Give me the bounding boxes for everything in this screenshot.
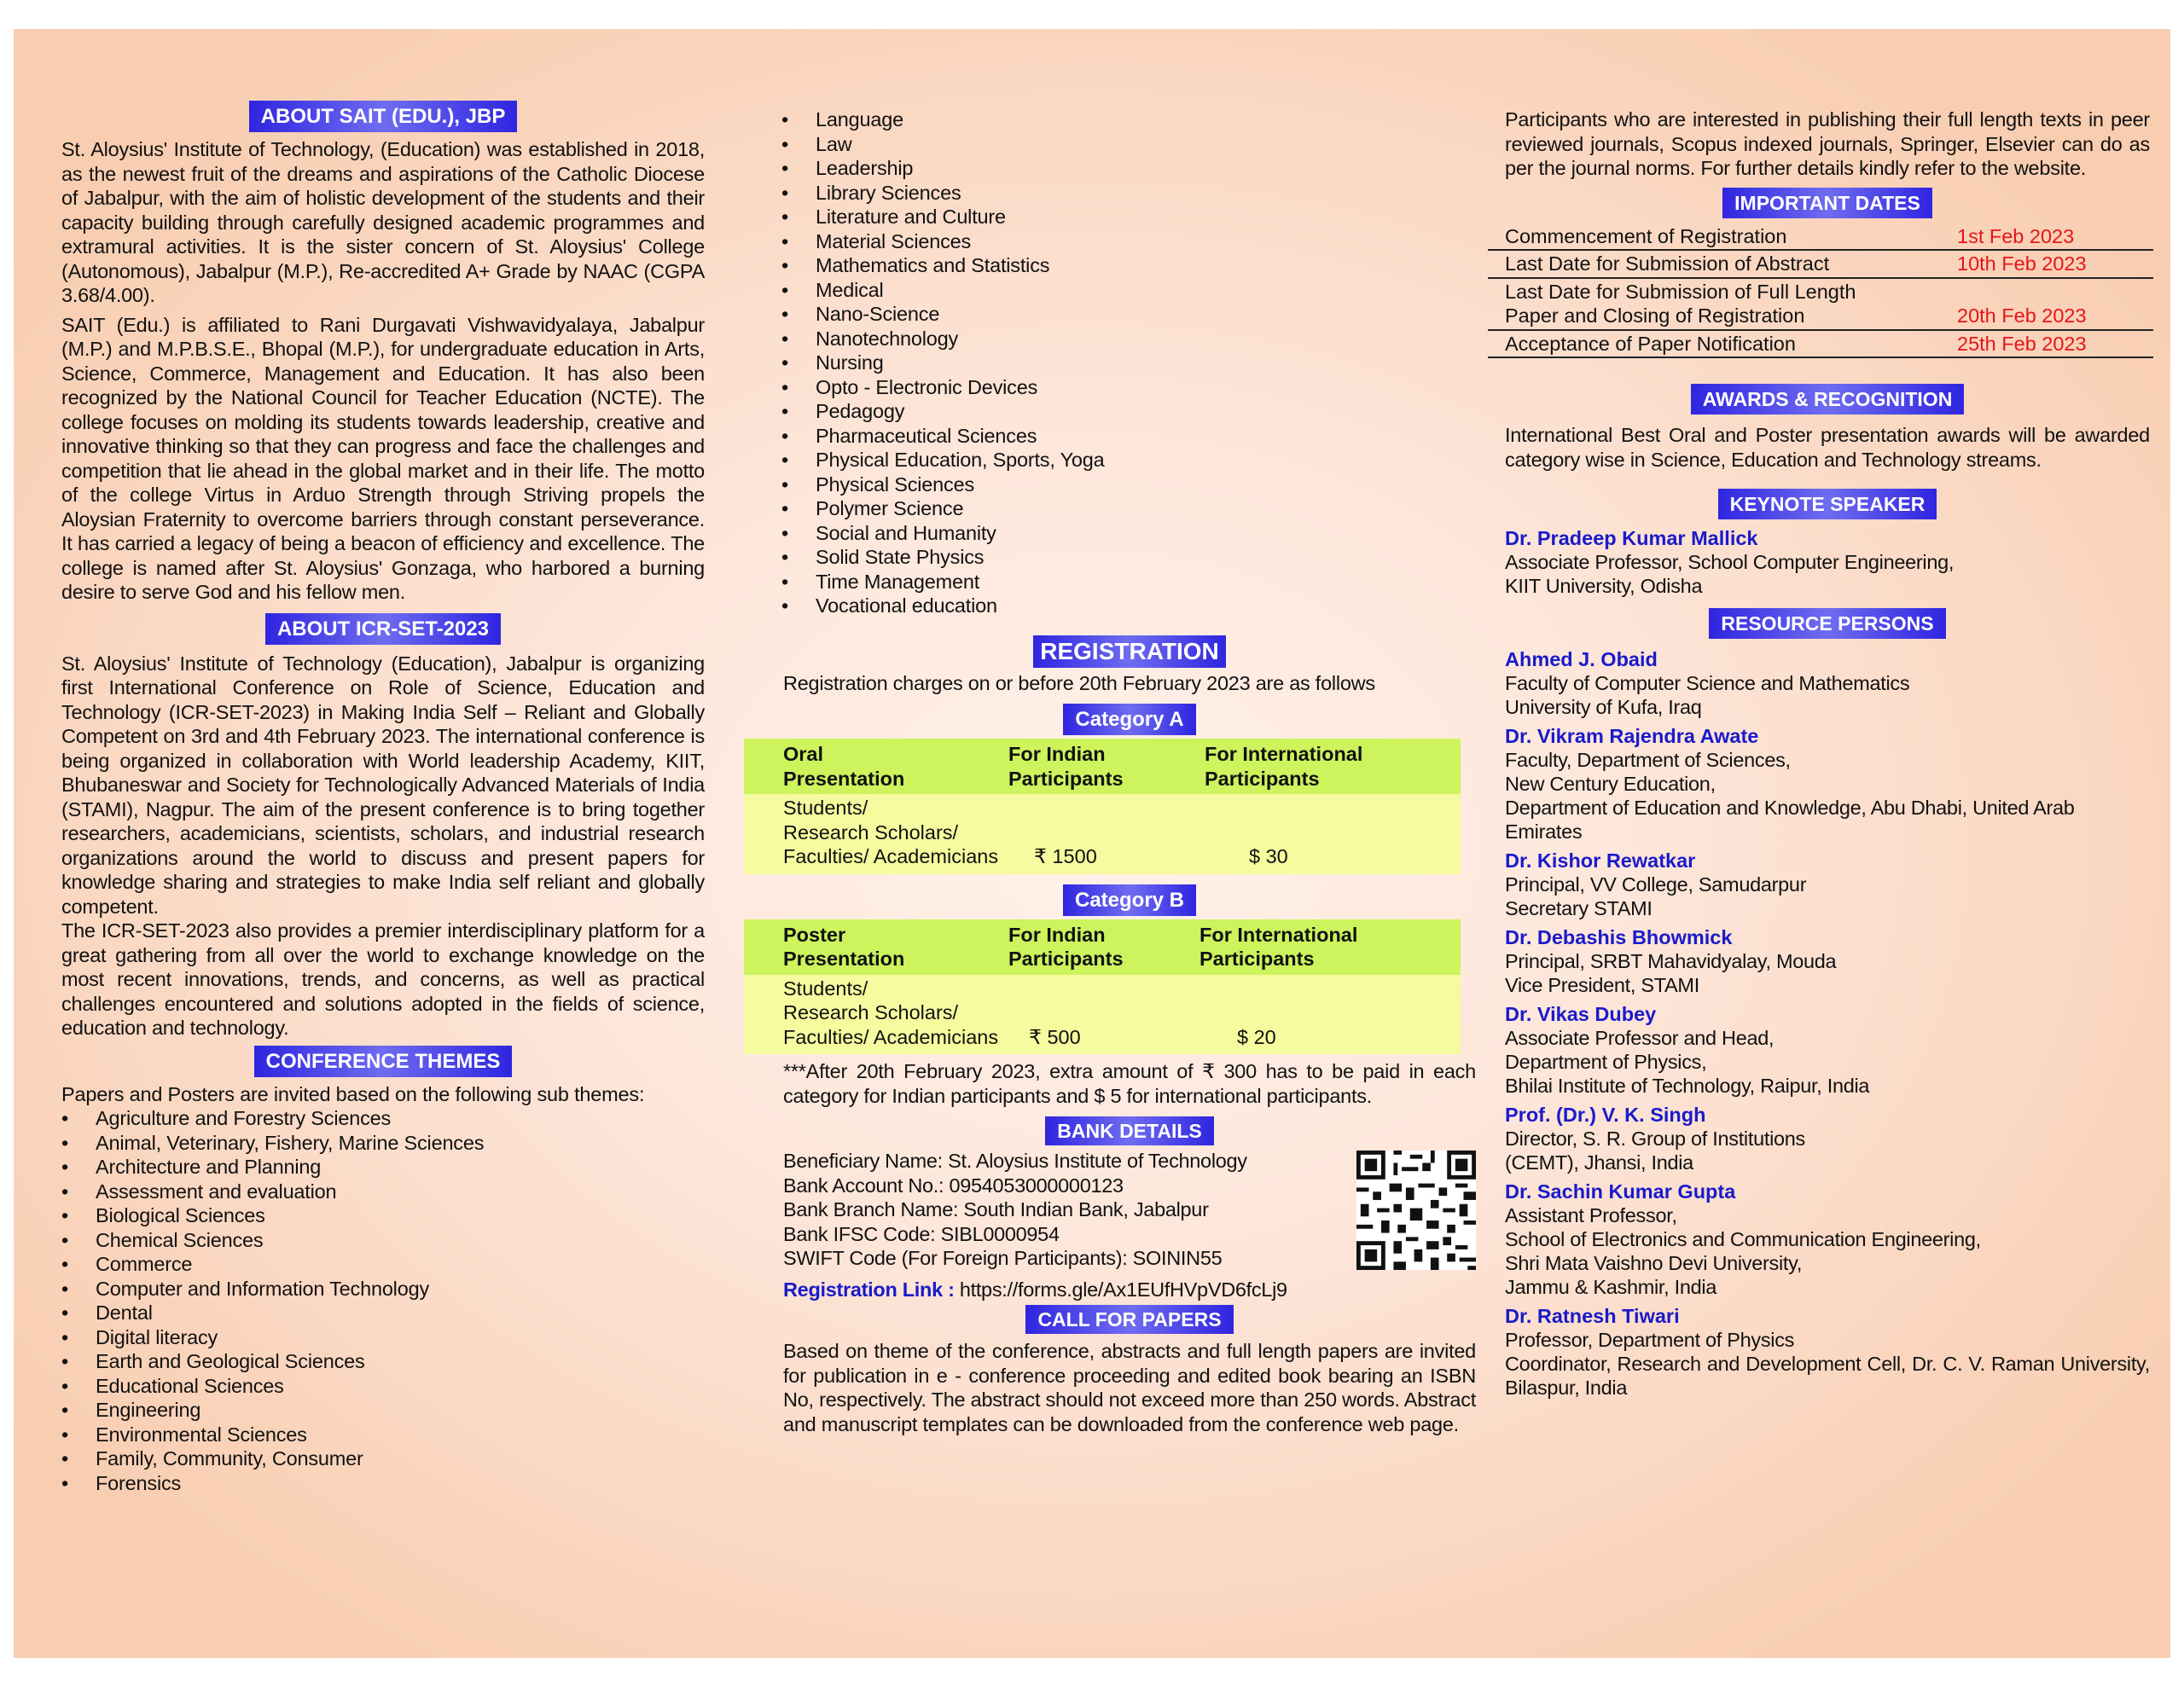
keynote-speaker-name: Dr. Pradeep Kumar Mallick (1505, 527, 1758, 549)
list-item: • Physical Sciences (781, 472, 1476, 497)
cat-a-col2-head-1: For Indian (1008, 743, 1106, 765)
table-row (1488, 330, 2153, 358)
list-item: • Animal, Veterinary, Fishery, Marine Sciences (61, 1131, 705, 1156)
bank-details-heading: BANK DETAILS (1045, 1116, 1214, 1145)
list-item: • Solid State Physics (781, 545, 1476, 570)
date-event: Last Date for Submission of Abstract (1505, 252, 1830, 275)
resource-person-name: Dr. Vikas Dubey (1505, 1003, 1657, 1025)
list-item: • Computer and Information Technology (61, 1277, 705, 1301)
cat-b-indian-fee: ₹ 500 (1008, 975, 1199, 1055)
keynote-speaker-line: Associate Professor, School Computer Engineering, (1505, 551, 1955, 573)
cat-a-col1-head-2: Presentation (783, 767, 905, 790)
resource-person (1505, 1002, 2150, 1098)
important-dates-table (1488, 223, 2153, 359)
resource-person-name: Dr. Kishor Rewatkar (1505, 849, 1696, 872)
resource-person-line: Vice President, STAMI (1505, 974, 1699, 996)
bank-account: Bank Account No.: 0954053000000123 (783, 1174, 1124, 1197)
category-b-heading: Category B (1063, 884, 1196, 916)
date-value: 10th Feb 2023 (1957, 252, 2087, 275)
list-item: • Architecture and Planning (61, 1155, 705, 1180)
list-item: • Nanotechnology (781, 327, 1476, 351)
list-item: • Family, Community, Consumer (61, 1446, 705, 1471)
list-item: • Chemical Sciences (61, 1228, 705, 1253)
column-middle (783, 107, 1476, 1436)
bank-beneficiary: Beneficiary Name: St. Aloysius Institute of Technology (783, 1150, 1247, 1172)
resource-person-name: Prof. (Dr.) V. K. Singh (1505, 1104, 1706, 1126)
cat-a-col2-head-2: Participants (1008, 767, 1124, 790)
about-icr-paragraph-2: The ICR-SET-2023 also provides a premier interdisciplinary platform for a great gathering from all over the world to exchange knowledge on the most recent innovations, trends, and concerns, as well as practical challenges encountered and solutions adopted in the fields of science, education and technology. (61, 919, 705, 1039)
cat-b-col1-head-2: Presentation (783, 948, 905, 970)
cat-a-row-line-2: Research Scholars/ (783, 820, 959, 844)
list-item: • Engineering (61, 1398, 705, 1423)
registration-link-label: Registration Link : (783, 1278, 955, 1301)
category-a-heading: Category A (1063, 704, 1195, 735)
call-for-papers-text: Based on theme of the conference, abstracts and full length papers are invited for publication in e - conference proceeding and edited book bearing an ISBN No, respectively. The abstract should not exceed more than 250 words. Abstract and manuscript templates can be downloaded from the conference web page. (783, 1340, 1476, 1435)
resource-person-line: Director, S. R. Group of Institutions (1505, 1128, 1805, 1150)
list-item: • Forensics (61, 1471, 705, 1496)
list-item: • Vocational education (781, 594, 1476, 618)
bank-swift: SWIFT Code (For Foreign Participants): SOININ55 (783, 1247, 1223, 1269)
cat-b-row-line-1: Students/ (783, 977, 868, 1000)
table-row (744, 739, 1461, 794)
qr-code-icon (1356, 1151, 1476, 1270)
cat-b-row-line-2: Research Scholars/ (783, 1001, 959, 1023)
themes-list-left (61, 1106, 705, 1495)
resource-person (1505, 1180, 2150, 1299)
list-item: • Library Sciences (781, 181, 1476, 206)
registration-intro: Registration charges on or before 20th February 2023 are as follows (783, 671, 1375, 694)
list-item: • Earth and Geological Sciences (61, 1349, 705, 1374)
resource-person-line: Coordinator, Research and Development Cell, Dr. C. V. Raman University, Bilaspur, India (1505, 1353, 2150, 1399)
resource-person (1505, 925, 2150, 997)
list-item: • Language (781, 107, 1476, 132)
list-item: • Opto - Electronic Devices (781, 375, 1476, 400)
registration-link-line (783, 1278, 1476, 1302)
publishing-text: Participants who are interested in publishing their full length texts in peer reviewed journals, Scopus indexed journals, Springer, Elsevier can do as per the journal norms. For further details kindly refer to the website. (1505, 108, 2150, 179)
cat-a-intl-fee: $ 30 (1205, 794, 1461, 874)
date-value: 1st Feb 2023 (1957, 224, 2075, 247)
list-item: • Agriculture and Forestry Sciences (61, 1106, 705, 1131)
bank-details (783, 1149, 1476, 1271)
resource-person-line: Shri Mata Vaishno Devi University, (1505, 1252, 1803, 1274)
registration-link[interactable]: https://forms.gle/Ax1EUfHVpVD6fcLj9 (959, 1278, 1287, 1301)
call-for-papers-heading: CALL FOR PAPERS (1025, 1305, 1233, 1334)
list-item: • Social and Humanity (781, 521, 1476, 546)
resource-person-line: Principal, VV College, Samudarpur (1505, 873, 1807, 896)
cat-a-col3-head-1: For International (1205, 743, 1363, 765)
resource-person-line: Professor, Department of Physics (1505, 1329, 1795, 1351)
resource-person-line: Department of Physics, (1505, 1051, 1707, 1073)
column-left (61, 101, 705, 1495)
brochure-page (14, 29, 2170, 1658)
resource-person-name: Ahmed J. Obaid (1505, 648, 1658, 670)
table-row (744, 794, 1461, 874)
list-item: • Time Management (781, 570, 1476, 594)
list-item: • Literature and Culture (781, 205, 1476, 229)
late-fee-note: ***After 20th February 2023, extra amount of ₹ 300 has to be paid in each category for Indian participants and $ 5 for international participants. (783, 1060, 1476, 1107)
resource-person-line: University of Kufa, Iraq (1505, 696, 1702, 718)
bank-branch: Bank Branch Name: South Indian Bank, Jabalpur (783, 1198, 1209, 1220)
resource-person-line: School of Electronics and Communication Engineering, (1505, 1228, 1981, 1250)
cat-b-col2-head-1: For Indian (1008, 923, 1106, 946)
about-sait-heading: ABOUT SAIT (EDU.), JBP (249, 101, 518, 132)
resource-person (1505, 647, 2150, 719)
resource-person-line: Principal, SRBT Mahavidyalay, Mouda (1505, 950, 1837, 972)
table-row (744, 919, 1461, 975)
about-sait-paragraph-2: SAIT (Edu.) is affiliated to Rani Durgavati Vishwavidyalaya, Jabalpur (M.P.) and M.P.B.S.E., Bhopal (M.P.), for undergraduate education in Arts, Science, Commerce, Management and Education. It has also been recognized by the National Council for Teacher Education (NCTE). The college focuses on molding its students towards leadership, creative and innovative thinking so that they can progress and face the challenges and competition that lie ahead in the global market and in their life. The motto of the college Virtus in Arduo Strength through Striving propels the Aloysian Fraternity to overcome barriers through constant perseverance. It has carried a legacy of being a beacon of efficiency and excellence. The college is named after St. Aloysius' Gonzaga, who harbored a burning desire to serve God and his fellow men. (61, 313, 705, 603)
category-a-table (744, 739, 1461, 874)
list-item: • Nursing (781, 351, 1476, 375)
cat-b-col1-head-1: Poster (783, 923, 846, 946)
cat-b-col3-head-2: Participants (1199, 948, 1315, 970)
date-event: Acceptance of Paper Notification (1505, 332, 1796, 355)
list-item: • Environmental Sciences (61, 1423, 705, 1447)
cat-a-row-line-3: Faculties/ Academicians (783, 845, 999, 867)
resource-person-name: Dr. Ratnesh Tiwari (1505, 1305, 1680, 1327)
keynote-heading: KEYNOTE SPEAKER (1718, 489, 1937, 519)
resource-person-name: Dr. Debashis Bhowmick (1505, 926, 1733, 948)
cat-a-col1-head-1: Oral (783, 743, 824, 765)
list-item: • Pedagogy (781, 399, 1476, 424)
resource-person-line: Faculty, Department of Sciences, (1505, 749, 1791, 771)
resource-person (1505, 724, 2150, 844)
cat-a-row-line-1: Students/ (783, 797, 868, 819)
resource-person-line: Secretary STAMI (1505, 897, 1653, 919)
cat-b-col2-head-2: Participants (1008, 948, 1124, 970)
list-item: • Leadership (781, 156, 1476, 181)
list-item: • Biological Sciences (61, 1203, 705, 1228)
awards-heading: AWARDS & RECOGNITION (1691, 384, 1965, 415)
table-row (1488, 278, 2153, 330)
themes-heading: CONFERENCE THEMES (254, 1046, 513, 1077)
resource-person (1505, 1103, 2150, 1174)
important-dates-heading: IMPORTANT DATES (1722, 188, 1932, 218)
resource-person-line: Jammu & Kashmir, India (1505, 1276, 1717, 1298)
bank-ifsc: Bank IFSC Code: SIBL0000954 (783, 1222, 1060, 1245)
date-event-line-2: Paper and Closing of Registration (1505, 304, 1805, 327)
table-row (1488, 250, 2153, 278)
list-item: • Digital literacy (61, 1325, 705, 1350)
cat-a-col3-head-2: Participants (1205, 767, 1320, 790)
list-item: • Dental (61, 1301, 705, 1325)
resource-person (1505, 1304, 2150, 1400)
list-item: • Commerce (61, 1252, 705, 1277)
cat-b-row-line-3: Faculties/ Academicians (783, 1025, 999, 1048)
resource-person-line: Department of Education and Knowledge, Abu Dhabi, United Arab Emirates (1505, 797, 2075, 843)
date-event: Last Date for Submission of Full Length (1505, 280, 1856, 303)
resource-person-line: Faculty of Computer Science and Mathematics (1505, 672, 1910, 694)
list-item: • Pharmaceutical Sciences (781, 424, 1476, 449)
list-item: • Polymer Science (781, 496, 1476, 521)
registration-heading: REGISTRATION (1033, 635, 1225, 668)
date-value: 25th Feb 2023 (1957, 332, 2087, 355)
list-item: • Material Sciences (781, 229, 1476, 254)
table-row (744, 975, 1461, 1055)
list-item: • Medical (781, 278, 1476, 303)
keynote-speaker-line: KIIT University, Odisha (1505, 575, 1703, 597)
cat-b-col3-head-1: For International (1199, 923, 1358, 946)
resource-person-name: Dr. Vikram Rajendra Awate (1505, 725, 1759, 747)
about-icr-paragraph-1: St. Aloysius' Institute of Technology (Education), Jabalpur is organizing first International Conference on Role of Science, Education and Technology (ICR-SET-2023) in Making India Self – Reliant and Globally Competent on 3rd and 4th February 2023. The international conference is being organized in collaboration with World leadership Academy, KIIT, Bhubaneswar and Society for Technologically Advanced Materials of India (STAMI), Nagpur. The aim of the present conference is to bring together researchers, academicians, scientists, scholars, and industrial research organizations around the world to discuss and present papers for knowledge sharing and strategies to make India self reliant and globally competent. (61, 652, 705, 918)
table-row (1488, 223, 2153, 251)
awards-text: International Best Oral and Poster presentation awards will be awarded category wise in Science, Education and Technology streams. (1505, 424, 2150, 471)
resource-person (1505, 849, 2150, 920)
list-item: • Educational Sciences (61, 1374, 705, 1399)
category-b-table (744, 919, 1461, 1055)
themes-intro: Papers and Posters are invited based on the following sub themes: (61, 1082, 645, 1105)
list-item: • Law (781, 132, 1476, 157)
list-item: • Physical Education, Sports, Yoga (781, 448, 1476, 472)
cat-b-intl-fee: $ 20 (1199, 975, 1461, 1055)
list-item: • Nano-Science (781, 302, 1476, 327)
resource-person-name: Dr. Sachin Kumar Gupta (1505, 1180, 1736, 1203)
resource-person-line: Associate Professor and Head, (1505, 1027, 1774, 1049)
resource-person-line: Assistant Professor, (1505, 1204, 1677, 1226)
column-right (1505, 107, 2150, 1405)
cat-a-indian-fee: ₹ 1500 (1008, 794, 1205, 874)
about-sait-paragraph-1: St. Aloysius' Institute of Technology, (Education) was established in 2018, as the newest fruit of the dreams and aspirations of the Catholic Diocese of Jabalpur, with the aim of holistic development of the students and their capacity building through carefully designed academic programmes and extramural activities. It is the sister concern of St. Aloysius' College (Autonomous), Jabalpur (M.P.), Re-accredited A+ Grade by NAAC (CGPA 3.68/4.00). (61, 138, 705, 306)
resource-person-line: New Century Education, (1505, 773, 1716, 795)
about-icr-heading: ABOUT ICR-SET-2023 (265, 613, 501, 645)
keynote-speaker (1505, 526, 2150, 598)
list-item: • Mathematics and Statistics (781, 253, 1476, 278)
list-item: • Assessment and evaluation (61, 1180, 705, 1204)
themes-list-middle (781, 107, 1476, 618)
resource-person-line: (CEMT), Jhansi, India (1505, 1151, 1693, 1174)
date-event: Commencement of Registration (1505, 224, 1787, 247)
resource-person-line: Bhilai Institute of Technology, Raipur, India (1505, 1075, 1870, 1097)
resource-persons-heading: RESOURCE PERSONS (1709, 608, 1945, 639)
date-value: 20th Feb 2023 (1957, 304, 2087, 327)
